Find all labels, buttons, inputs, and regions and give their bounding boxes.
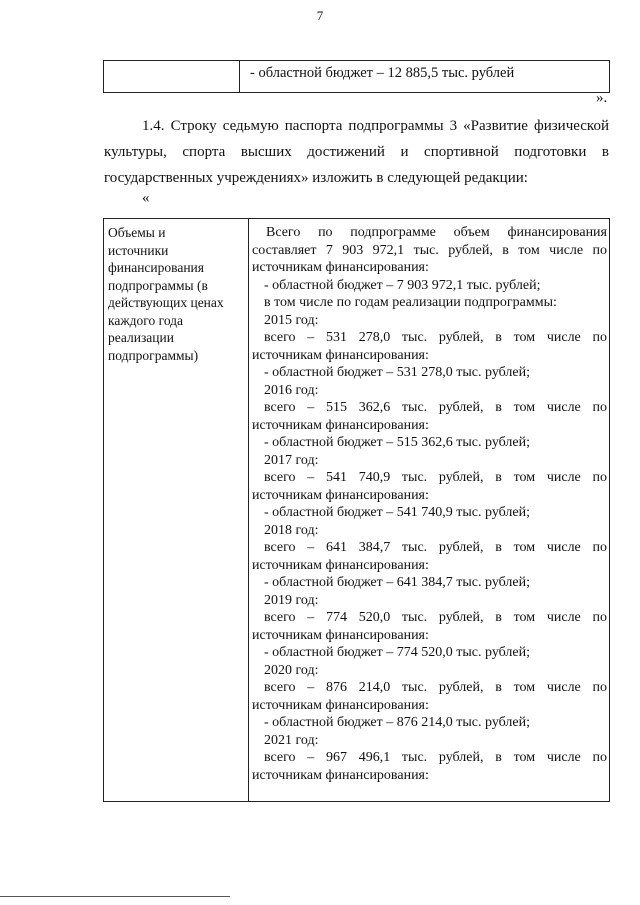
funding-line: Всего по подпрограмме объем финансирования [266, 225, 607, 240]
funding-line: всего – 774 520,0 тыс. рублей, в том числе по [264, 610, 607, 625]
label-line: источники [108, 242, 169, 258]
funding-line: источникам финансирования: [252, 417, 429, 433]
page-number: 7 [316, 8, 324, 23]
funding-line: источникам финансирования: [252, 767, 429, 783]
closing-quote: ». [596, 90, 608, 106]
funding-line: всего – 967 496,1 тыс. рублей, в том числе по [264, 750, 607, 765]
funding-line: - областной бюджет – 876 214,0 тыс. рублей; [264, 715, 530, 730]
funding-line: - областной бюджет – 774 520,0 тыс. рублей; [264, 645, 530, 660]
funding-line: источникам финансирования: [252, 627, 429, 643]
paragraph-line: 1.4. Строку седьмую паспорта подпрограммы 3 «Развитие физической [142, 118, 609, 134]
funding-line: всего – 531 278,0 тыс. рублей, в том числе по [264, 330, 607, 345]
funding-details-cell [249, 219, 610, 802]
funding-line: составляет 7 903 972,1 тыс. рублей, в том числе по [252, 242, 607, 258]
label-line: реализации [108, 330, 174, 345]
previous-table-right-cell: - областной бюджет – 12 885,5 тыс. рублей [240, 61, 610, 93]
label-line: финансирования [108, 260, 204, 275]
label-line: Объемы и [108, 225, 166, 240]
funding-line: 2021 год: [264, 732, 319, 748]
funding-line: 2016 год: [264, 382, 319, 398]
label-line: действующих ценах [108, 295, 224, 310]
funding-line: источникам финансирования: [252, 557, 429, 573]
funding-label-cell [104, 219, 249, 802]
label-line: подпрограммы (в [108, 277, 208, 293]
funding-line: 2019 год: [264, 592, 319, 608]
funding-line: в том числе по годам реализации подпрограммы: [264, 295, 557, 310]
funding-line: источникам финансирования: [252, 347, 429, 363]
funding-line: 2017 год: [264, 452, 319, 468]
funding-line: всего – 541 740,9 тыс. рублей, в том числе по [264, 470, 607, 485]
funding-line: 2018 год: [264, 522, 319, 538]
funding-line: - областной бюджет – 641 384,7 тыс. рублей; [264, 575, 530, 590]
label-line: подпрограммы) [108, 347, 199, 363]
funding-line: 2020 год: [264, 662, 319, 678]
paragraph-line: культуры, спорта высших достижений и спортивной подготовки в [104, 144, 609, 160]
funding-line: источникам финансирования: [252, 487, 429, 503]
funding-line: всего – 515 362,6 тыс. рублей, в том числе по [264, 400, 607, 415]
previous-table-left-cell [104, 61, 240, 93]
funding-line: - областной бюджет – 7 903 972,1 тыс. рублей; [264, 277, 541, 293]
funding-line: - областной бюджет – 515 362,6 тыс. рублей; [264, 435, 530, 450]
funding-line: всего – 876 214,0 тыс. рублей, в том числе по [264, 680, 607, 695]
paragraph-line: государственных учреждениях» изложить в следующей редакции: [104, 170, 528, 186]
funding-line: источникам финансирования: [252, 260, 429, 275]
funding-line: всего – 641 384,7 тыс. рублей, в том числе по [264, 540, 607, 555]
funding-line: - областной бюджет – 531 278,0 тыс. рублей; [264, 365, 530, 380]
amendment-paragraph [104, 113, 609, 191]
previous-table-fragment [103, 60, 610, 93]
funding-line: источникам финансирования: [252, 697, 429, 713]
opening-quote: « [142, 190, 150, 206]
funding-line: 2015 год: [264, 312, 319, 328]
funding-line: - областной бюджет – 541 740,9 тыс. рублей; [264, 505, 530, 520]
funding-table [103, 218, 610, 802]
footnote-rule [0, 896, 230, 897]
label-line: каждого года [108, 312, 184, 328]
